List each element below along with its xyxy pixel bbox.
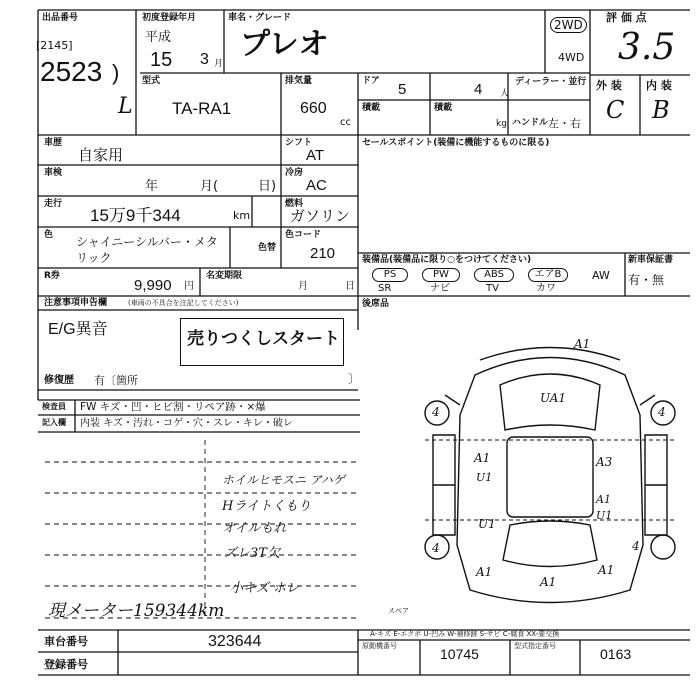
damage-mark-rear-right-quarter: A1 (598, 563, 615, 577)
shift-label: シフト (285, 138, 313, 148)
color-change-tag: 色替 (258, 243, 277, 253)
mileage-unit: km (233, 209, 251, 222)
handwritten-note-5: 小キズ ホレ (230, 581, 299, 596)
notes-label: 注意事項申告欄 (44, 298, 108, 308)
repair-close-bracket: 〕 (348, 372, 361, 386)
inspection-year-unit: 年 (145, 179, 159, 194)
damage-mark-right-front-door: A3 (596, 455, 613, 469)
lot-number: 2523 (40, 56, 103, 87)
ac-value: AC (306, 177, 327, 194)
weight-unit: kg (496, 119, 507, 129)
model-value: TA-RA1 (172, 99, 232, 118)
chassis-number-value: 323644 (208, 633, 262, 650)
ac-label: 冷房 (285, 168, 304, 178)
damage-legend: A-キズ E-エクボ U-凹み W-補修跡 S-サビ C-腐食 XX-要交換 (370, 630, 560, 638)
month-unit: 月 (214, 59, 224, 69)
inspector-label-2: 記入欄 (42, 418, 66, 427)
new-car-warranty-label: 新車保証書 (628, 255, 674, 265)
displacement-value: 660 (300, 100, 327, 117)
lot-number-label: 出品番号 (42, 13, 79, 23)
sales-point-label: セールスポイント(装備に機能するものに限る) (362, 138, 550, 148)
displacement-unit: cc (340, 117, 351, 128)
handwritten-odometer-note: 現メーター159344km (48, 601, 225, 621)
dealer-label: ディーラー・並行 (515, 77, 587, 87)
chassis-number-label: 車台番号 (44, 635, 88, 648)
displacement-label: 排気量 (285, 76, 313, 86)
damage-mark-rear-left-wheel: 4 (432, 541, 440, 555)
name-change-deadline-label: 名変期限 (206, 271, 243, 281)
damage-mark-left-front-door: A1 (474, 451, 491, 465)
sale-stamp-text: 売りつくしスタート (187, 329, 340, 349)
color-label: 色 (44, 230, 54, 240)
damage-mark-front-left-wheel: 4 (432, 405, 440, 419)
load-label: 積載 (362, 103, 381, 113)
handwritten-note-1: ホイルヒモスニ アハゲ (222, 473, 345, 487)
equip-abs: ABS (474, 268, 514, 282)
lot-number-suffix: ) (112, 60, 120, 85)
color-value-line-2: リック (76, 251, 112, 265)
score: 3.5 (618, 27, 676, 68)
handle-value: 左・右 (548, 117, 581, 130)
capacity-unit: 人 (500, 89, 510, 99)
shift-value: AT (306, 147, 325, 164)
inspection-label: 車検 (44, 168, 63, 178)
sale-stamp (180, 318, 344, 366)
damage-mark-left-rear-door: U1 (478, 517, 496, 531)
check-line-interior: 内装 キズ・汚れ・コゲ・穴・スレ・キレ・破レ (80, 418, 293, 429)
equip-navi: ナビ (430, 283, 450, 294)
equip-leather: カワ (536, 283, 556, 294)
type-designation-label: 型式指定番号 (514, 642, 556, 650)
check-line-exterior: FW キズ・凹・ヒビ割・リペア跡・×爆 (80, 401, 266, 413)
capacity-value: 4 (474, 81, 483, 98)
use-label: 車歴 (44, 138, 63, 148)
damage-mark-front-bumper: A1 (574, 337, 591, 351)
handwritten-note-3: オイルもれ (222, 521, 287, 536)
weight-label: 積載 (434, 103, 453, 113)
spare-tire-label: スペア (388, 607, 409, 615)
lot-code: [2145] (36, 39, 73, 52)
exterior-grade: C (606, 96, 625, 124)
model-label: 型式 (142, 76, 161, 86)
interior-grade: B (652, 96, 670, 124)
handwritten-note-2: Hライトくもり (222, 499, 311, 514)
repair-history-value: 有〔箇所 (94, 374, 138, 387)
color-code-label: 色コード (285, 230, 322, 240)
first-registration-label: 初度登録年月 (142, 13, 197, 23)
exterior-label: 外 装 (596, 79, 622, 92)
equip-pw: PW (422, 268, 460, 282)
damage-mark-right-rear-door-dent: U1 (596, 509, 613, 522)
damage-mark-rear-bumper: A1 (540, 575, 557, 589)
engine-number-label: 原動機番号 (362, 642, 397, 650)
handle-label: ハンドル (512, 118, 549, 128)
door-value: 5 (398, 81, 407, 98)
handwritten-note-4: ズレ3T欠 (224, 546, 280, 561)
registration-number-label: 登録番号 (44, 658, 88, 671)
equip-sr: SR (378, 283, 392, 294)
fuel-value: ガソリン (290, 208, 351, 225)
grade-mark: L (118, 94, 133, 119)
damage-mark-hood: UA1 (540, 391, 567, 405)
fuel-label: 燃料 (285, 199, 304, 209)
mileage-value: 15万9千344 (90, 206, 181, 225)
damage-mark-right-rear-door: A1 (596, 493, 611, 506)
engine-number-value: 10745 (440, 646, 479, 662)
car-name: プレオ (240, 27, 329, 62)
recycle-label: R券 (44, 271, 60, 281)
equip-ps: PS (372, 268, 408, 282)
note-engine-noise: E/G異音 (48, 321, 108, 338)
recycle-value: 9,990 (134, 277, 172, 294)
inspector-label-1: 検査員 (42, 402, 66, 411)
deadline-month-unit: 月 (298, 281, 308, 292)
repair-history-label: 修復歴 (44, 375, 74, 386)
equipment-label: 装備品(装備品に限り○をつけてください) (362, 255, 532, 265)
drive-4wd: 4WD (558, 51, 585, 64)
color-value-line-1: シャイニーシルバー・メタ (76, 235, 218, 249)
drive-2wd-circled: 2WD (550, 17, 587, 33)
registration-year: 15 (150, 49, 173, 71)
inspection-month-unit: 月( (200, 179, 219, 194)
notes-sub: (車両の不具合を注記してください) (128, 299, 239, 307)
rear-seat-label: 後席品 (362, 299, 390, 309)
new-car-warranty-value: 有・無 (628, 273, 665, 287)
equip-tv: TV (486, 283, 499, 294)
interior-label: 内 装 (646, 79, 672, 92)
inspection-day-unit: 日) (258, 179, 277, 194)
equip-airbag: エアB (528, 268, 568, 282)
equip-aw: AW (592, 269, 610, 282)
mileage-label: 走行 (44, 199, 63, 209)
color-code-value: 210 (310, 245, 336, 262)
door-label: ドア (362, 76, 380, 86)
car-name-label: 車名・グレード (228, 13, 292, 23)
deadline-day-unit: 日 (345, 281, 355, 292)
type-designation-value: 0163 (600, 646, 632, 662)
score-label: 評 価 点 (606, 11, 647, 24)
damage-mark-rear-left-quarter: A1 (476, 565, 493, 579)
damage-mark-front-right-wheel: 4 (658, 405, 666, 419)
use-value: 自家用 (78, 147, 124, 164)
registration-month: 3 (200, 51, 209, 68)
damage-mark-rear-right-wheel: 4 (632, 539, 640, 553)
damage-mark-left-front-door-dent: U1 (476, 471, 493, 484)
recycle-unit: 円 (184, 281, 194, 292)
era: 平成 (145, 30, 172, 45)
